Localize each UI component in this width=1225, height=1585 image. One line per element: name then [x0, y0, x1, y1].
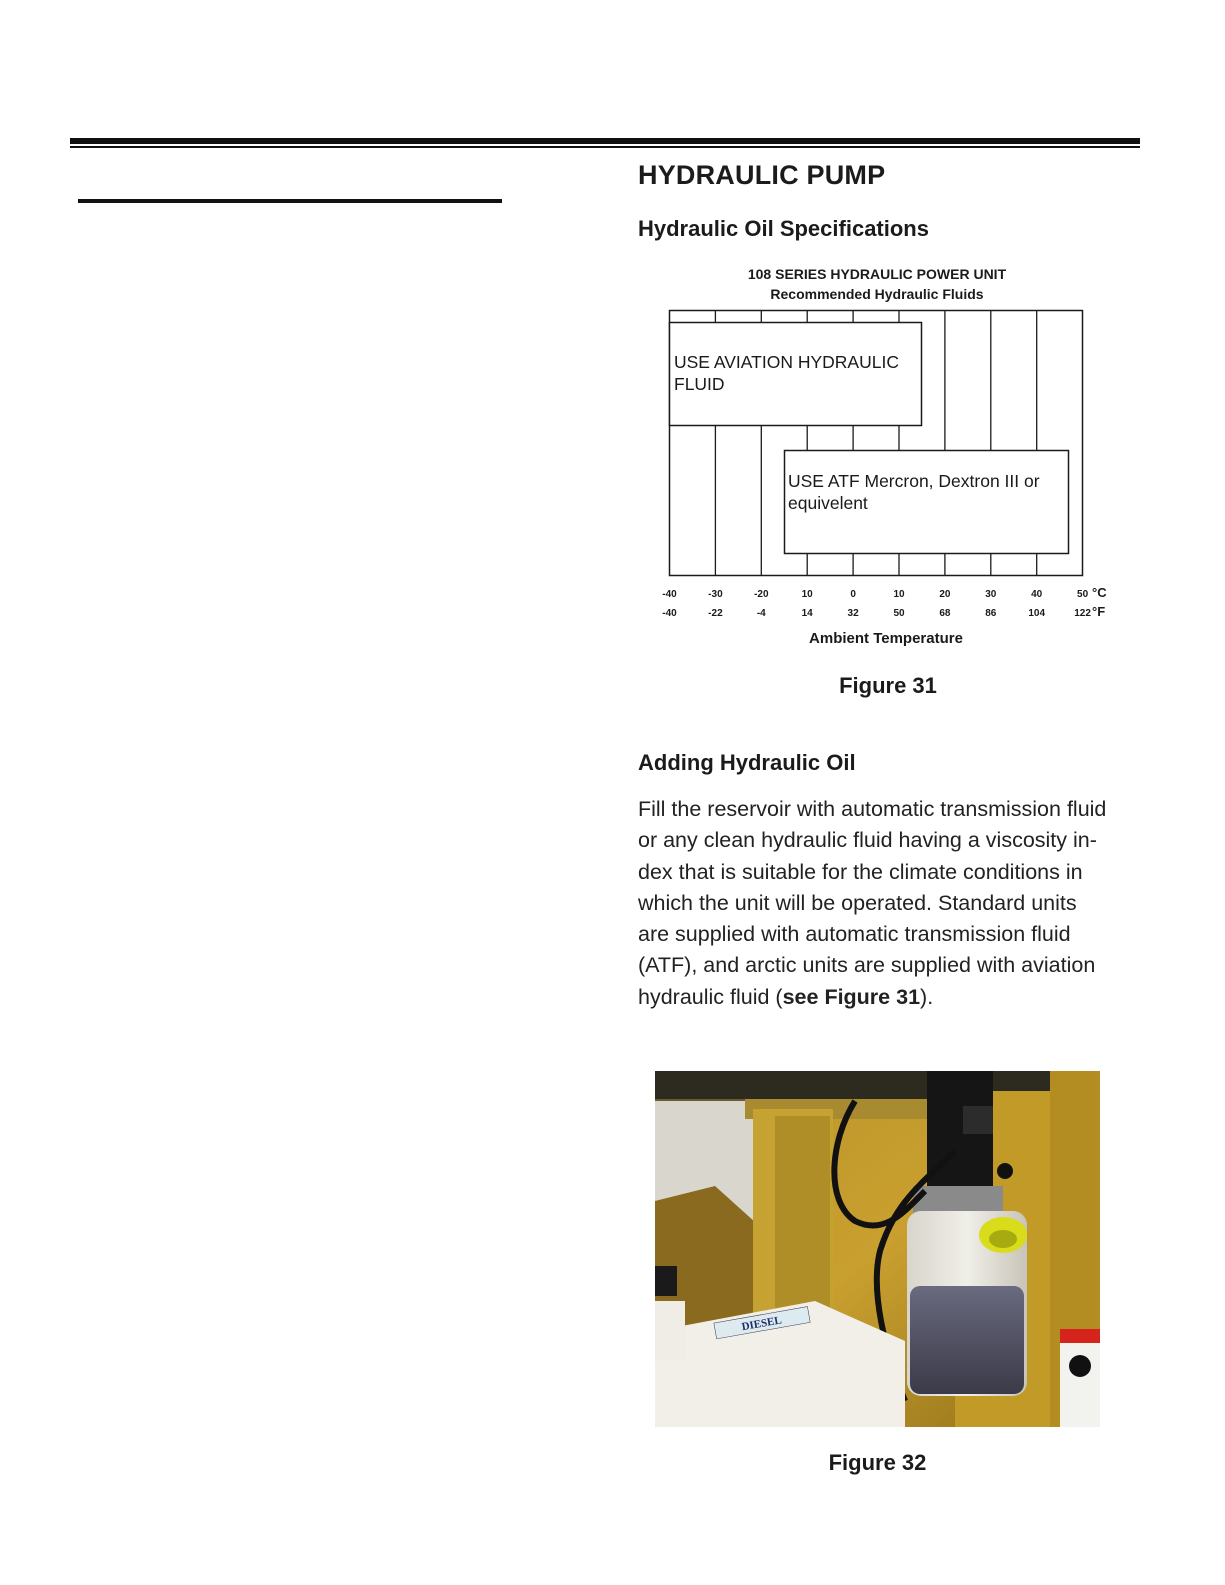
fluid-temperature-chart — [640, 300, 1120, 660]
paragraph-line: (ATF), and arctic units are supplied with aviation — [638, 953, 1096, 978]
celsius-tick-label: 20 — [939, 589, 951, 600]
fahrenheit-tick-label: 14 — [801, 608, 813, 619]
paragraph-line: Fill the reservoir with automatic transmission fluid — [638, 797, 1107, 821]
celsius-tick-label: 10 — [893, 589, 905, 600]
x-axis-label: Ambient Temperature — [809, 630, 963, 647]
fahrenheit-unit: °F — [1092, 604, 1106, 619]
celsius-unit: °C — [1092, 585, 1107, 600]
paragraph-line: or any clean hydraulic fluid having a viscosity in- — [638, 828, 1097, 853]
celsius-tick-label: 10 — [801, 589, 813, 600]
hydraulic-pump-photo — [655, 1071, 1100, 1427]
chart-title: 108 SERIES HYDRAULIC POWER UNIT — [747, 266, 1007, 282]
fahrenheit-tick-label: -40 — [662, 608, 677, 619]
figure-reference: see Figure 31 — [782, 984, 921, 1009]
range-label-line: USE AVIATION HYDRAULIC — [674, 352, 899, 372]
celsius-tick-label: 50 — [1077, 589, 1089, 600]
specs-heading: Hydraulic Oil Specifications — [638, 216, 929, 241]
fahrenheit-tick-label: 68 — [939, 608, 951, 619]
celsius-tick-label: -40 — [662, 589, 677, 600]
fahrenheit-tick-label: 32 — [847, 608, 859, 619]
chart-subtitle: Recommended Hydraulic Fluids — [770, 286, 984, 302]
fahrenheit-tick-label: -4 — [756, 608, 766, 619]
left-column-rule — [78, 199, 502, 203]
fahrenheit-tick-labels — [662, 608, 1091, 619]
fahrenheit-tick-label: -22 — [708, 608, 723, 619]
range-label-line: equivelent — [788, 493, 868, 513]
paragraph-line: are supplied with automatic transmission fluid — [638, 922, 1071, 947]
fahrenheit-tick-label: 122 — [1074, 608, 1091, 619]
paragraph-line: dex that is suitable for the climate conditions in — [638, 859, 1083, 884]
header-rule-thin — [70, 146, 1140, 148]
adding-oil-heading: Adding Hydraulic Oil — [638, 750, 856, 775]
celsius-tick-labels — [662, 589, 1088, 600]
celsius-tick-label: -20 — [754, 589, 769, 600]
diesel-tank-label: DIESEL — [740, 1314, 783, 1334]
paragraph-line: which the unit will be operated. Standard units — [638, 890, 1077, 915]
celsius-tick-label: 30 — [985, 589, 997, 600]
fahrenheit-tick-label: 86 — [985, 608, 997, 619]
fahrenheit-tick-label: 50 — [893, 608, 905, 619]
celsius-tick-label: 0 — [850, 589, 856, 600]
celsius-tick-label: -30 — [708, 589, 723, 600]
fahrenheit-tick-label: 104 — [1028, 608, 1046, 619]
header-rule-thick — [70, 138, 1140, 144]
figure-31-caption: Figure 31 — [839, 673, 937, 698]
range-label-line: FLUID — [674, 374, 725, 394]
paragraph-text: ). — [920, 984, 934, 1009]
range-label-line: USE ATF Mercron, Dextron III or — [788, 471, 1040, 491]
figure-32-caption: Figure 32 — [828, 1450, 927, 1475]
paragraph-text: hydraulic fluid ( — [638, 984, 783, 1009]
paragraph-line — [638, 982, 1138, 1013]
celsius-tick-label: 40 — [1031, 589, 1043, 600]
adding-oil-paragraph — [638, 794, 1138, 1013]
section-title: HYDRAULIC PUMP — [638, 160, 886, 190]
